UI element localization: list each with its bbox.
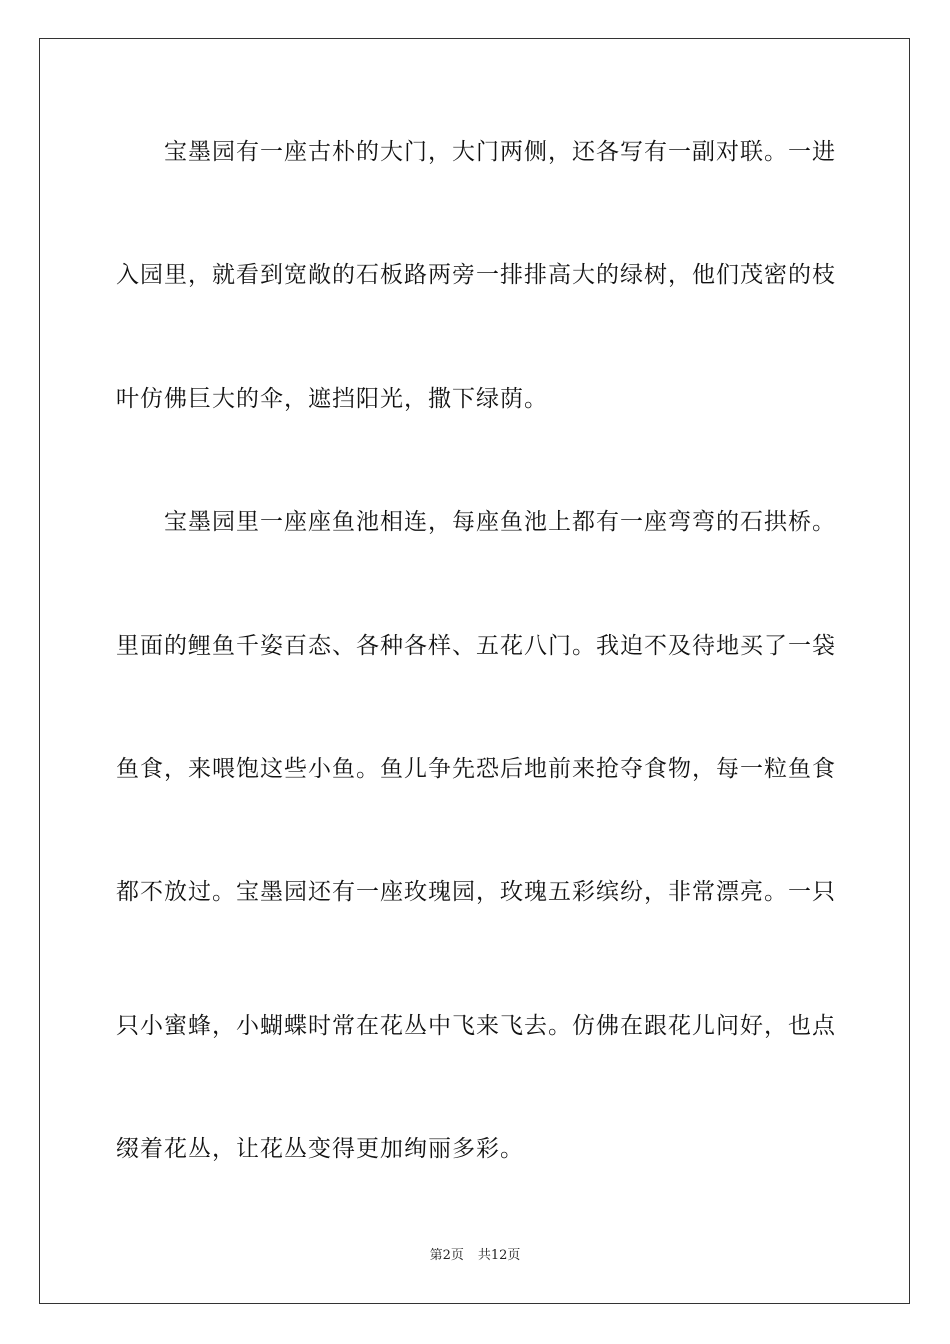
text-line: 叶仿佛巨大的伞，遮挡阳光，撒下绿荫。: [116, 386, 548, 412]
text-line: 鱼食，来喂饱这些小鱼。鱼儿争先恐后地前来抢夺食物，每一粒鱼食: [116, 756, 836, 782]
page-number: 第2页: [429, 1248, 464, 1263]
text-line: 入园里，就看到宽敞的石板路两旁一排排高大的绿树，他们茂密的枝: [116, 262, 836, 288]
text-line: 只小蜜蜂，小蝴蝶时常在花丛中飞来飞去。仿佛在跟花儿问好，也点: [116, 1013, 836, 1039]
page-border: [39, 38, 910, 1304]
text-line: 缀着花丛，让花丛变得更加绚丽多彩。: [116, 1136, 524, 1162]
text-line: 宝墨园有一座古朴的大门，大门两侧，还各写有一副对联。一进: [116, 139, 836, 165]
page-footer: [0, 1247, 950, 1265]
text-line: 里面的鲤鱼千姿百态、各种各样、五花八门。我迫不及待地买了一袋: [116, 633, 836, 659]
text-line: 都不放过。宝墨园还有一座玫瑰园，玫瑰五彩缤纷，非常漂亮。一只: [116, 879, 836, 905]
page-total: 共12页: [477, 1248, 521, 1263]
text-line: 宝墨园里一座座鱼池相连，每座鱼池上都有一座弯弯的石拱桥。: [116, 509, 836, 535]
